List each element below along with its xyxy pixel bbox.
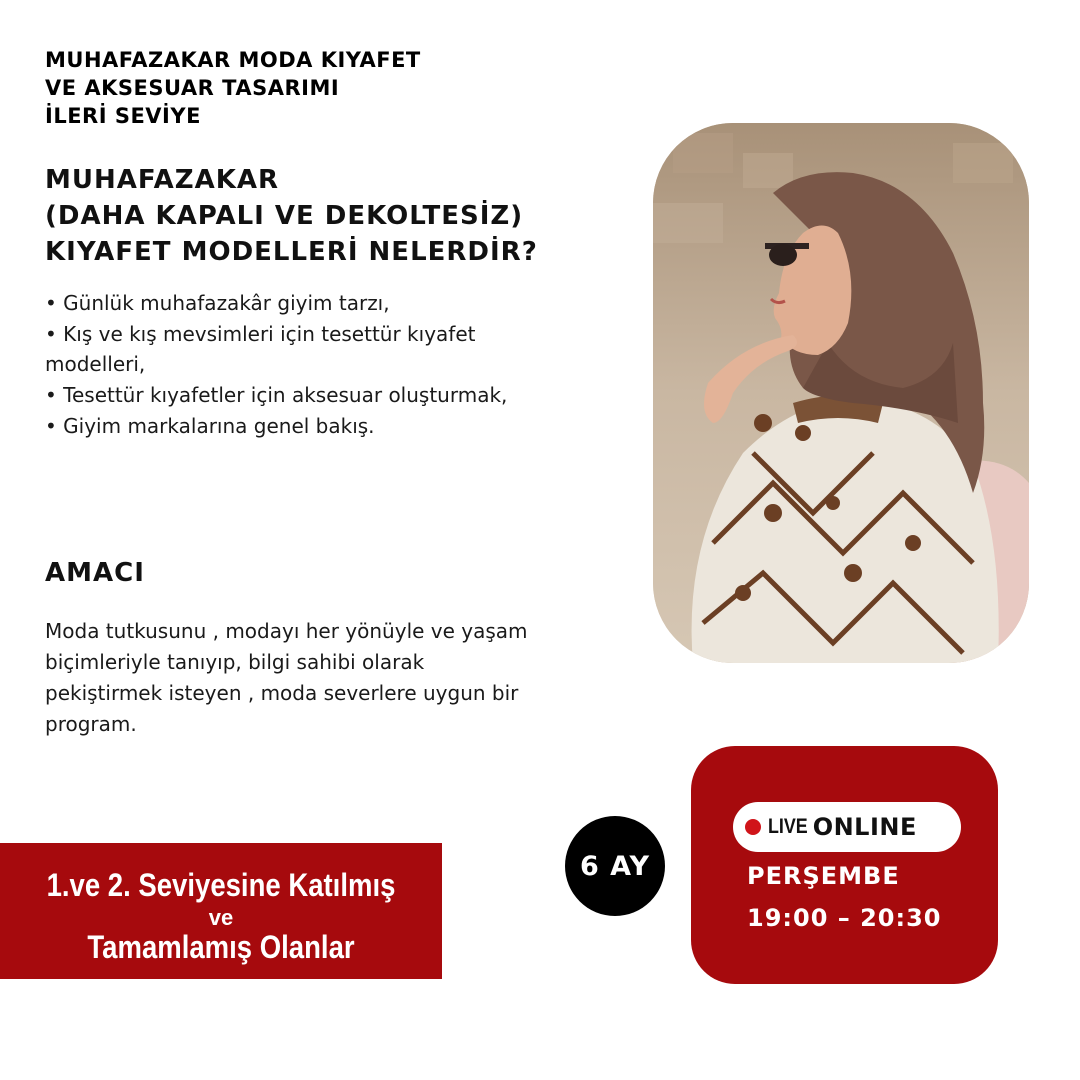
live-label: LIVE <box>768 815 808 838</box>
audience-line-1: 1.ve 2. Seviyesine Katılmış <box>46 867 396 903</box>
audience-line-3: Tamamlamış Olanlar <box>87 929 355 965</box>
question-line-1: MUHAFAZAKAR <box>45 165 280 195</box>
course-title-line-1: MUHAFAZAKAR MODA KIYAFET <box>45 48 421 72</box>
bullet-item: • Giyim markalarına genel bakış. <box>45 414 375 438</box>
question-heading <box>45 162 645 270</box>
record-dot-icon <box>745 819 761 835</box>
live-online-badge <box>733 802 961 852</box>
live-session-panel <box>691 746 998 984</box>
amaci-text: Moda tutkusunu , modayı her yönüyle ve yaşam biçimleriyle tanıyıp, bilgi sahibi olarak pekiştirmek isteyen , moda severlere uygun bir program. <box>45 619 528 736</box>
session-day: PERŞEMBE <box>747 862 900 890</box>
audience-banner <box>0 843 442 979</box>
bullet-item: • Tesettür kıyafetler için aksesuar oluşturmak, <box>45 383 508 407</box>
question-line-3: KIYAFET MODELLERİ NELERDİR? <box>45 237 538 267</box>
course-title-line-3: İLERİ SEVİYE <box>45 104 201 128</box>
bullet-item: • Kış ve kış mevsimleri için tesettür kıyafet modelleri, <box>45 322 476 376</box>
online-label: ONLINE <box>812 813 917 841</box>
bullet-list <box>45 288 555 442</box>
amaci-heading: AMACI <box>45 558 145 588</box>
duration-badge: 6 AY <box>565 816 665 916</box>
woman-in-hijab-photo <box>653 123 1029 663</box>
course-title <box>45 46 605 130</box>
course-title-line-2: VE AKSESUAR TASARIMI <box>45 76 340 100</box>
question-line-2: (DAHA KAPALI VE DEKOLTESİZ) <box>45 201 524 231</box>
session-time: 19:00 – 20:30 <box>747 904 942 932</box>
audience-line-2: ve <box>208 905 234 930</box>
bullet-item: • Günlük muhafazakâr giyim tarzı, <box>45 291 390 315</box>
